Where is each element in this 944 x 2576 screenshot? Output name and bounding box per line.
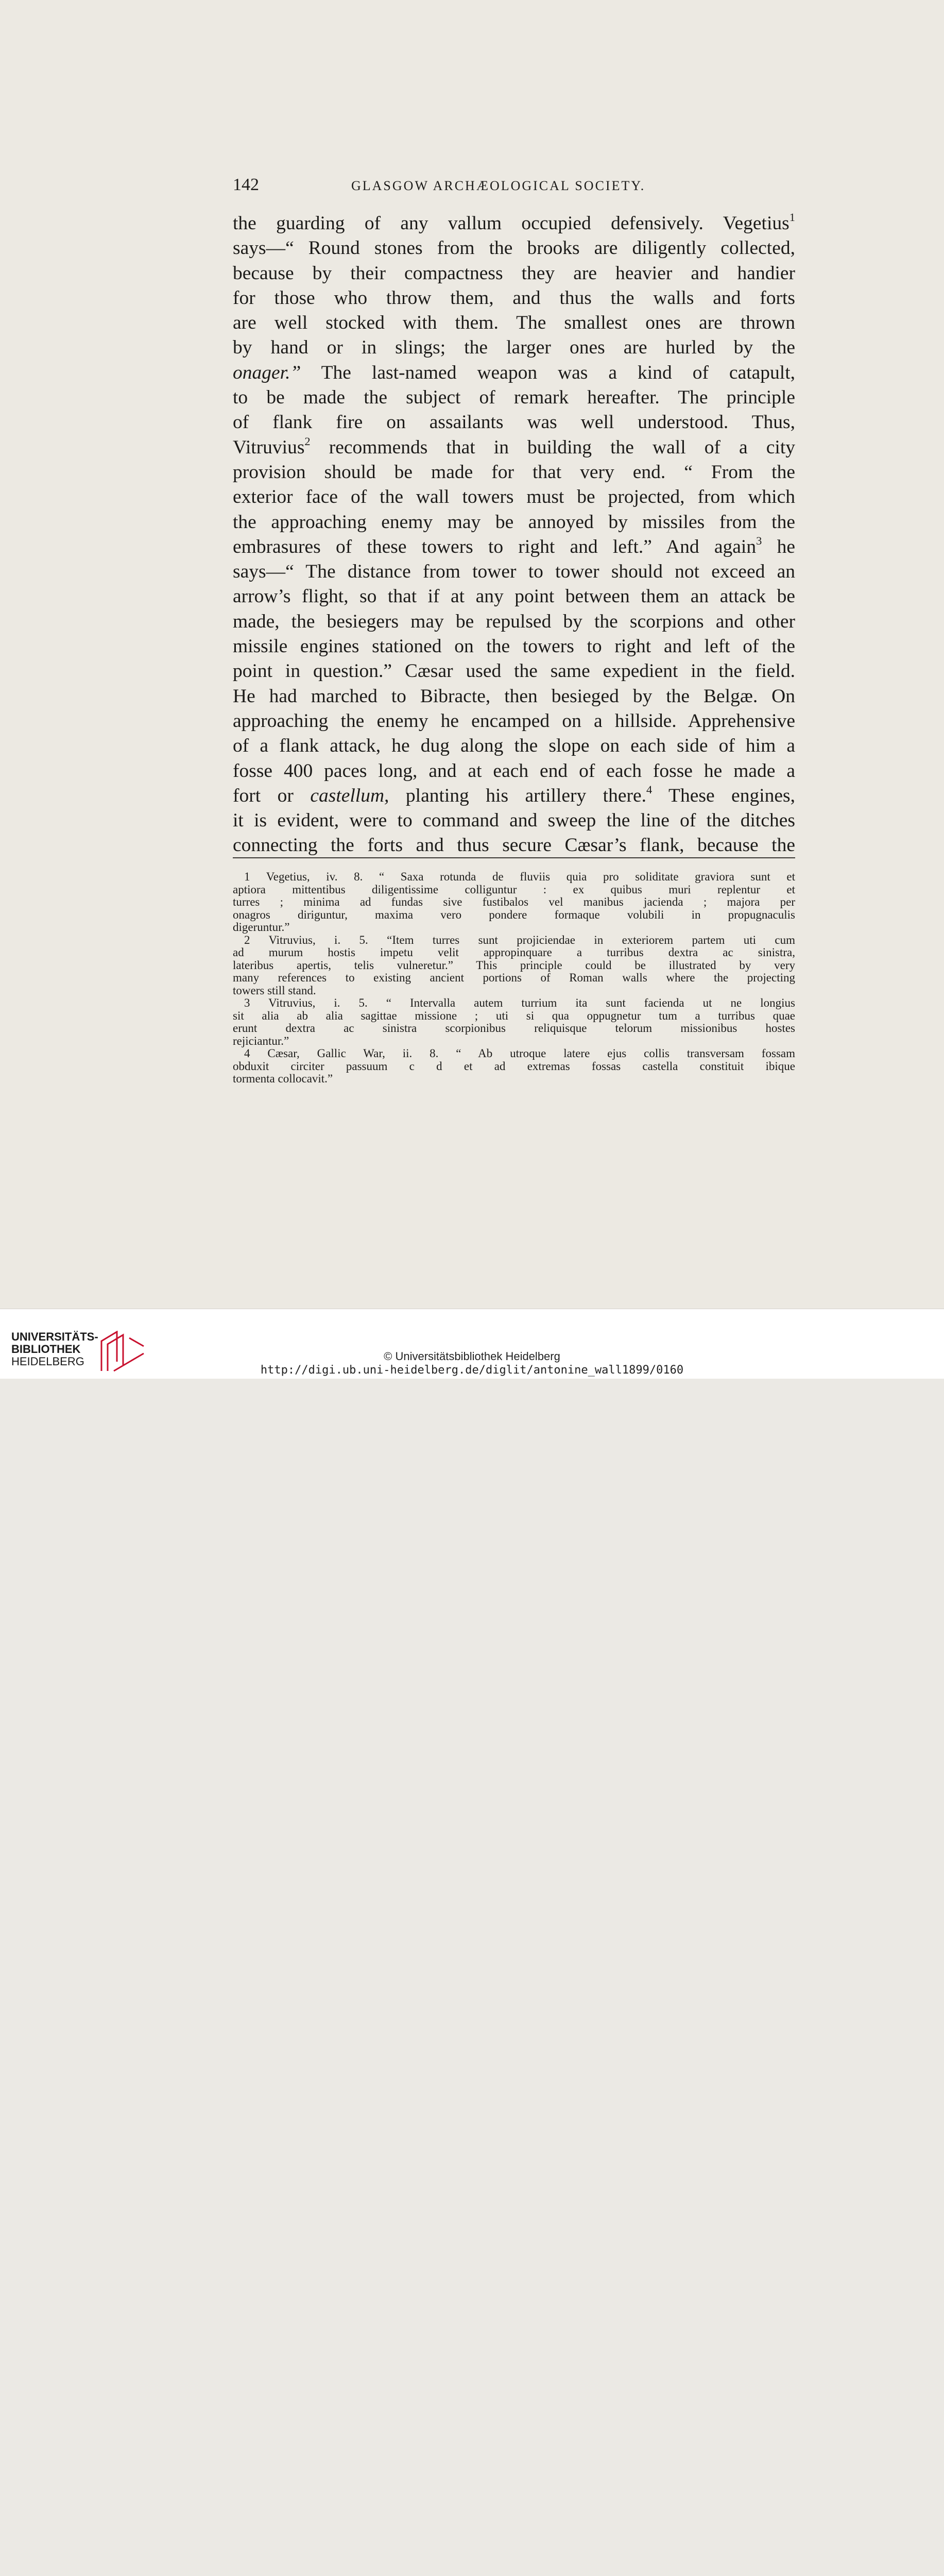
footnote-line: aptiora mittentibus diligentissime colliguntur : ex quibus muri replentur et xyxy=(233,883,795,896)
footnote-line: turres ; minima ad fundas sive fustibalos vel manibus jacienda ; majora per xyxy=(233,895,795,908)
italic-term: castellum, xyxy=(310,785,389,806)
footnote-ref[interactable]: 1 xyxy=(789,211,795,224)
library-logo-text: UNIVERSITÄTS- BIBLIOTHEK HEIDELBERG xyxy=(11,1330,98,1368)
body-line: the guarding of any vallum occupied defensively. Vegetius$^1$ xyxy=(233,211,795,234)
body-line: it is evident, were to command and sweep the line of the ditches xyxy=(233,810,795,832)
running-title: GLASGOW ARCHÆOLOGICAL SOCIETY. xyxy=(351,178,646,193)
footnote-line: many references to existing ancient portions of Roman walls where the projecting xyxy=(233,971,795,984)
body-line: made, the besiegers may be repulsed by the scorpions and other xyxy=(233,611,795,632)
italic-term: onager.” xyxy=(233,362,301,383)
copyright-notice: © Universitätsbibliothek Heidelberg xyxy=(384,1350,560,1363)
footnote-rule xyxy=(233,857,795,858)
body-line: Vitruvius$^2$ recommends that in building the wall of a city xyxy=(233,434,795,458)
body-line: says—“ The distance from tower to tower should not exceed an xyxy=(233,561,795,583)
footnote-ref[interactable]: 3 xyxy=(756,534,762,548)
footnote-1: 1 Vegetius, iv. 8. “ Saxa rotunda de fluviis quia pro soliditate graviora sunt et xyxy=(244,870,795,883)
footnote-ref[interactable]: 2 xyxy=(304,434,311,448)
body-line: He had marched to Bibracte, then besieged by the Belgæ. On xyxy=(233,685,795,707)
footnote-line: tormenta collocavit.” xyxy=(233,1072,333,1085)
body-line: are well stocked with them. The smallest ones are thrown xyxy=(233,312,795,334)
body-line: approaching the enemy he encamped on a hillside. Apprehensive xyxy=(233,710,795,732)
body-line: connecting the forts and thus secure Cæsar’s flank, because the xyxy=(233,835,795,856)
body-line: exterior face of the wall towers must be projected, from which xyxy=(233,486,795,508)
footnote-line: digeruntur.” xyxy=(233,921,290,934)
body-line: arrow’s flight, so that if at any point between them an attack be xyxy=(233,586,795,607)
body-line: provision should be made for that very end. “ From the xyxy=(233,461,795,483)
footnote-line: sit alia ab alia sagittae missione ; uti si qua oppugnetur tum a turribus quae xyxy=(233,1009,795,1022)
footnote-line: lateribus apertis, telis vulneretur.” This principle could be illustrated by very xyxy=(233,958,795,972)
body-line: point in question.” Cæsar used the same expedient in the field. xyxy=(233,660,795,682)
footnote-2: 2 Vitruvius, i. 5. “Item turres sunt projiciendae in exteriorem partem uti cum xyxy=(244,933,795,946)
body-line: the approaching enemy may be annoyed by missiles from the xyxy=(233,511,795,533)
page-number: 142 xyxy=(233,175,259,194)
permalink-url[interactable]: http://digi.ub.uni-heidelberg.de/diglit/antonine_wall1899/0160 xyxy=(260,1364,684,1377)
footnote-line: ad murum hostis impetu velit appropinquare a turribus dextra ac sinistra, xyxy=(233,946,795,959)
body-line: fosse 400 paces long, and at each end of each fosse he made a xyxy=(233,760,795,782)
body-line: because by their compactness they are heavier and handier xyxy=(233,262,795,284)
body-line: fort or castellum, planting his artillery there.$^4$ These engines, xyxy=(233,783,795,806)
running-head xyxy=(233,175,795,198)
body-line: missile engines stationed on the towers to right and left of the xyxy=(233,636,795,657)
body-line: to be made the subject of remark hereafter. The principle xyxy=(233,387,795,409)
footnote-4: 4 Cæsar, Gallic War, ii. 8. “ Ab utroque latere ejus collis transversam fossam xyxy=(244,1047,795,1060)
body-line: of a flank attack, he dug along the slope on each side of him a xyxy=(233,735,795,757)
body-line: of flank fire on assailants was well understood. Thus, xyxy=(233,412,795,433)
footnotes xyxy=(233,871,795,1086)
body-text xyxy=(233,211,795,858)
footnote-line: erunt dextra ac sinistra scorpionibus reliquisque telorum missionibus hostes xyxy=(233,1022,795,1035)
body-line: onager.” The last-named weapon was a kind of catapult, xyxy=(233,362,795,383)
footnote-line: rejiciantur.” xyxy=(233,1034,289,1047)
body-line: for those who throw them, and thus the walls and forts xyxy=(233,287,795,309)
body-line: by hand or in slings; the larger ones are hurled by the xyxy=(233,337,795,359)
footnote-line: towers still stand. xyxy=(233,984,316,997)
body-line: says—“ Round stones from the brooks are diligently collected, xyxy=(233,238,795,259)
footnote-line: onagros diriguntur, maxima vero pondere formaque volubili in propugnaculis xyxy=(233,908,795,921)
footnote-ref[interactable]: 4 xyxy=(646,783,653,796)
body-line: embrasures of these towers to right and left.” And again$^3$ he xyxy=(233,534,796,557)
footnote-line: obduxit circiter passuum c d et ad extremas fossas castella constituit ibique xyxy=(233,1059,795,1073)
footnote-3: 3 Vitruvius, i. 5. “ Intervalla autem turrium ita sunt facienda ut ne longius xyxy=(244,996,795,1009)
